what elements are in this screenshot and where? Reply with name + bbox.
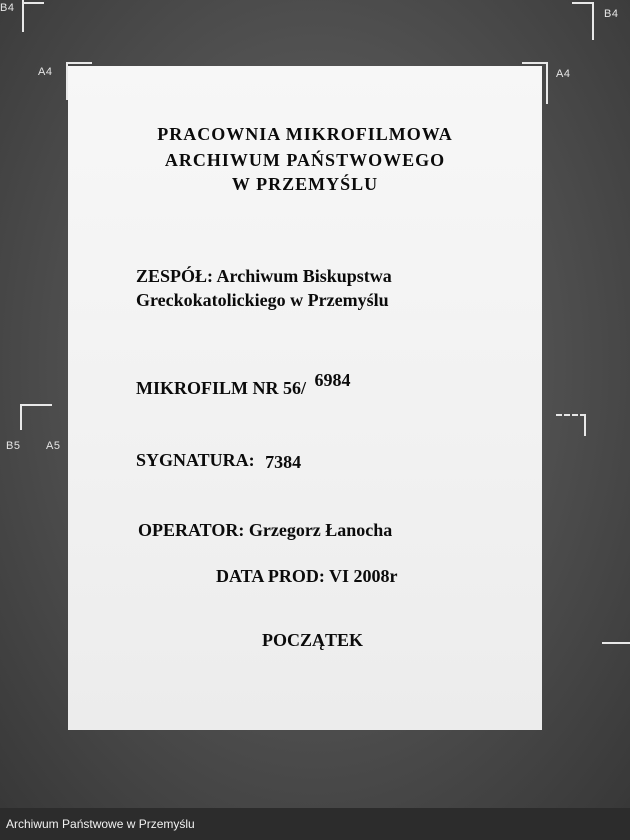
source-footer	[0, 808, 630, 840]
operator-value: Grzegorz Łanocha	[248, 520, 393, 540]
dashed-mark-right	[556, 414, 586, 416]
corner-mark-top-left	[22, 0, 46, 32]
header-line-1: PRACOWNIA MIKROFILMOWA	[157, 124, 453, 144]
microfilm-target-card	[68, 66, 542, 730]
sygnatura-line	[136, 450, 301, 471]
header-line-2: ARCHIWUM PAŃSTWOWEGO	[164, 150, 446, 170]
data-prod-value: VI 2008r	[329, 566, 398, 586]
film-mark-top-right: B4	[604, 8, 619, 20]
header-line-3: W PRZEMYŚLU	[231, 174, 379, 194]
data-prod-label: DATA PROD:	[216, 566, 325, 586]
film-mark-b5-left: B5	[6, 440, 21, 452]
sygnatura-value: 7384	[265, 452, 302, 472]
sygnatura-label: SYGNATURA:	[136, 450, 255, 470]
line-mark-right-bottom	[602, 642, 630, 644]
film-mark-a4-left: A4	[38, 66, 53, 78]
zespol-label: ZESPÓŁ:	[136, 266, 214, 286]
operator-line	[138, 520, 392, 541]
corner-mark-b5-left	[20, 404, 52, 430]
zespol-line-2: Greckokatolickiego w Przemyślu	[136, 290, 389, 310]
operator-label: OPERATOR:	[138, 520, 245, 540]
poczatek-label: POCZĄTEK	[262, 630, 364, 650]
mikrofilm-line	[136, 370, 351, 399]
zespol-value-1: Archiwum Biskupstwa	[216, 266, 392, 286]
data-prod-line	[216, 566, 398, 587]
film-mark-a4-right: A4	[556, 68, 571, 80]
mikrofilm-label: MIKROFILM NR 56/	[136, 378, 306, 398]
film-mark-top-left: B4	[0, 2, 15, 14]
corner-mark-top-left-bar	[22, 2, 44, 4]
corner-mark-right-mid	[584, 414, 586, 436]
zespol-line-1	[136, 266, 392, 287]
source-label: Archiwum Państwowe w Przemyślu	[6, 817, 195, 831]
mikrofilm-value: 6984	[314, 370, 351, 390]
corner-mark-top-right	[572, 2, 594, 40]
film-mark-a5-left: A5	[46, 440, 61, 452]
